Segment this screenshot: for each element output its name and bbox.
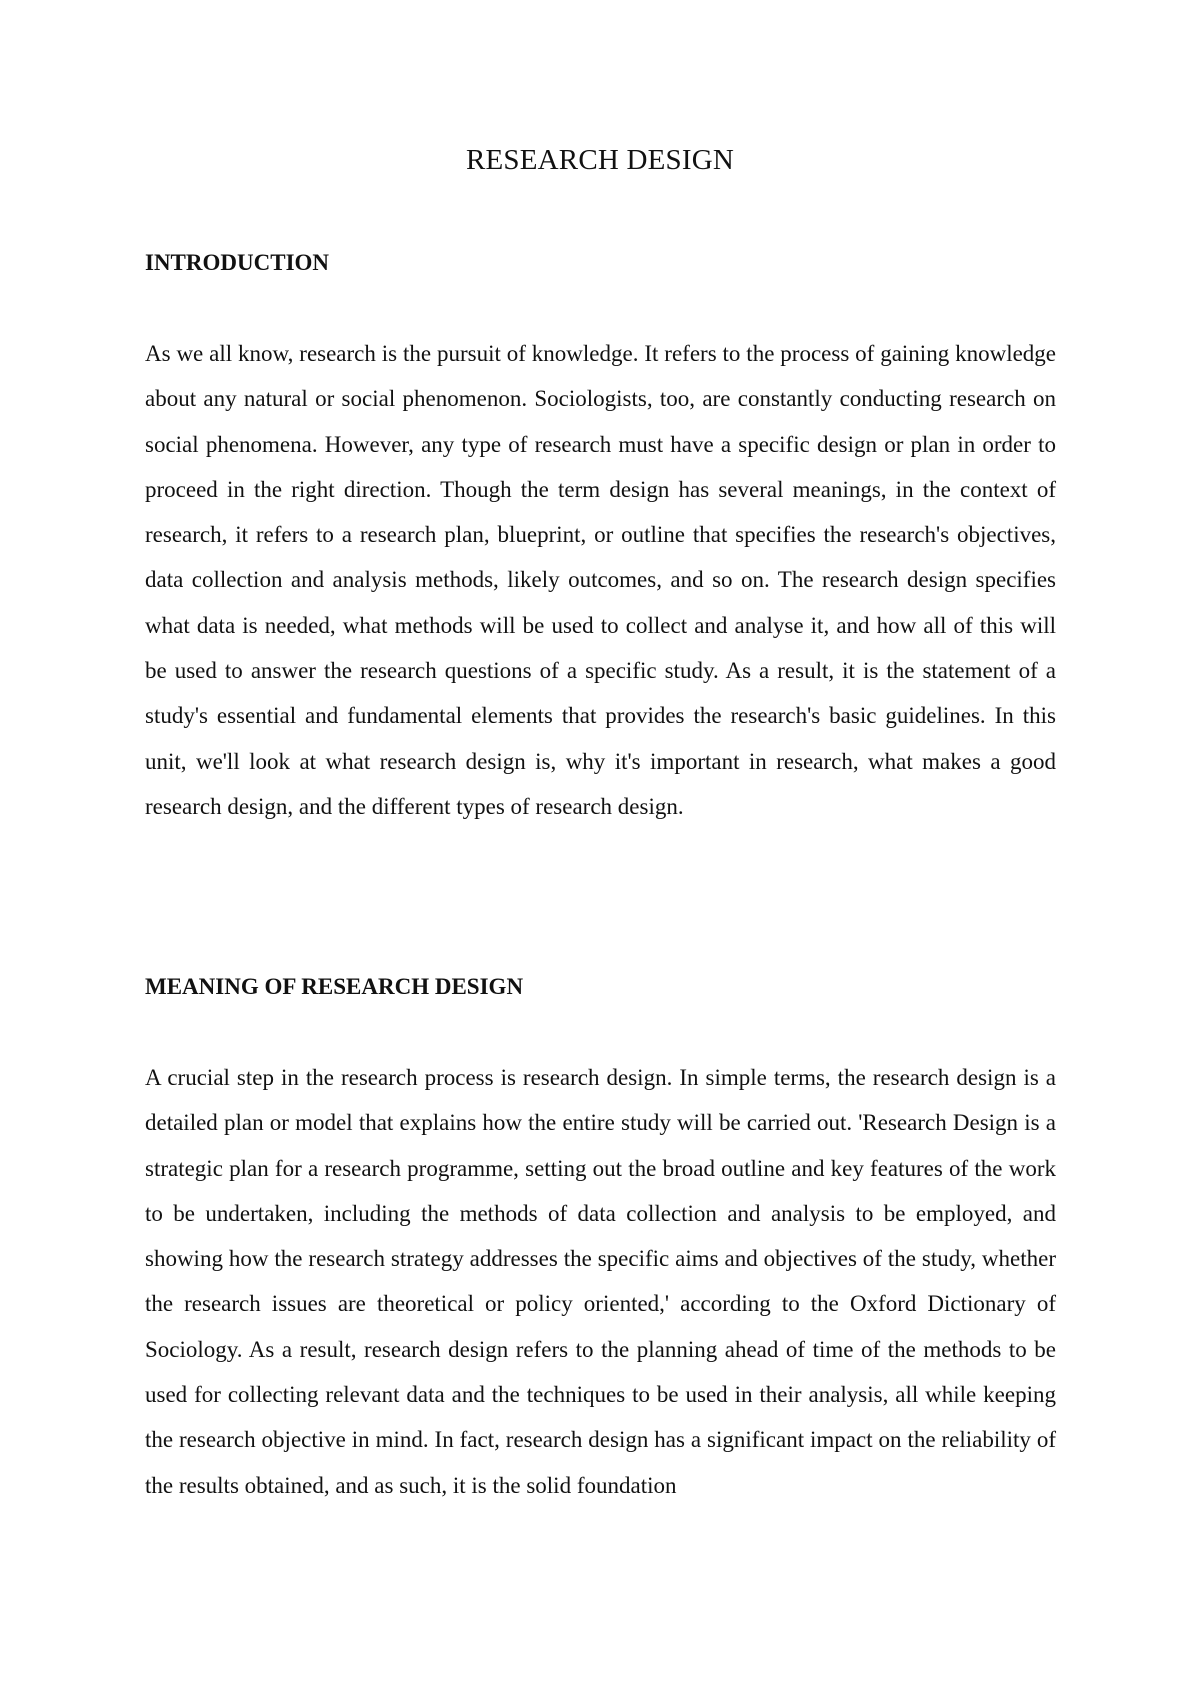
paragraph-meaning: A crucial step in the research process is research design. In simple terms, the research design is a detailed plan or model that explains how the entire study will be carried out. 'Research Design is a strategic plan for a research programme, setting out the broad outline and key features of the work to be undertaken, including the methods of data collection and analysis to be employed, and showing how the research strategy addresses the specific aims and objectives of the study, whether the research issues are theoretical or policy oriented,' according to the Oxford Dictionary of Sociology. As a result, research design refers to the planning ahead of time of the methods to be used for collecting relevant data and the techniques to be used in their analysis, all while keeping the research objective in mind. In fact, research design has a significant impact on the reliability of the results obtained, and as such, it is the solid foundation [145,1065,1056,1498]
section-heading-introduction: INTRODUCTION [145,250,330,275]
paragraph-introduction: As we all know, research is the pursuit of knowledge. It refers to the process of gaining knowledge about any natural or social phenomenon. Sociologists, too, are constantly conducting research on social phenomena. However, any type of research must have a specific design or plan in order to proceed in the right direction. Though the term design has several meanings, in the context of research, it refers to a research plan, blueprint, or outline that specifies the research's objectives, data collection and analysis methods, likely outcomes, and so on. The research design specifies what data is needed, what methods will be used to collect and analyse it, and how all of this will be used to answer the research questions of a specific study. As a result, it is the statement of a study's essential and fundamental elements that provides the research's basic guidelines. In this unit, we'll look at what research design is, why it's important in research, what makes a good research design, and the different types of research design. [145,341,1056,819]
section-heading-meaning: MEANING OF RESEARCH DESIGN [145,974,524,999]
document-title: RESEARCH DESIGN [465,144,735,176]
